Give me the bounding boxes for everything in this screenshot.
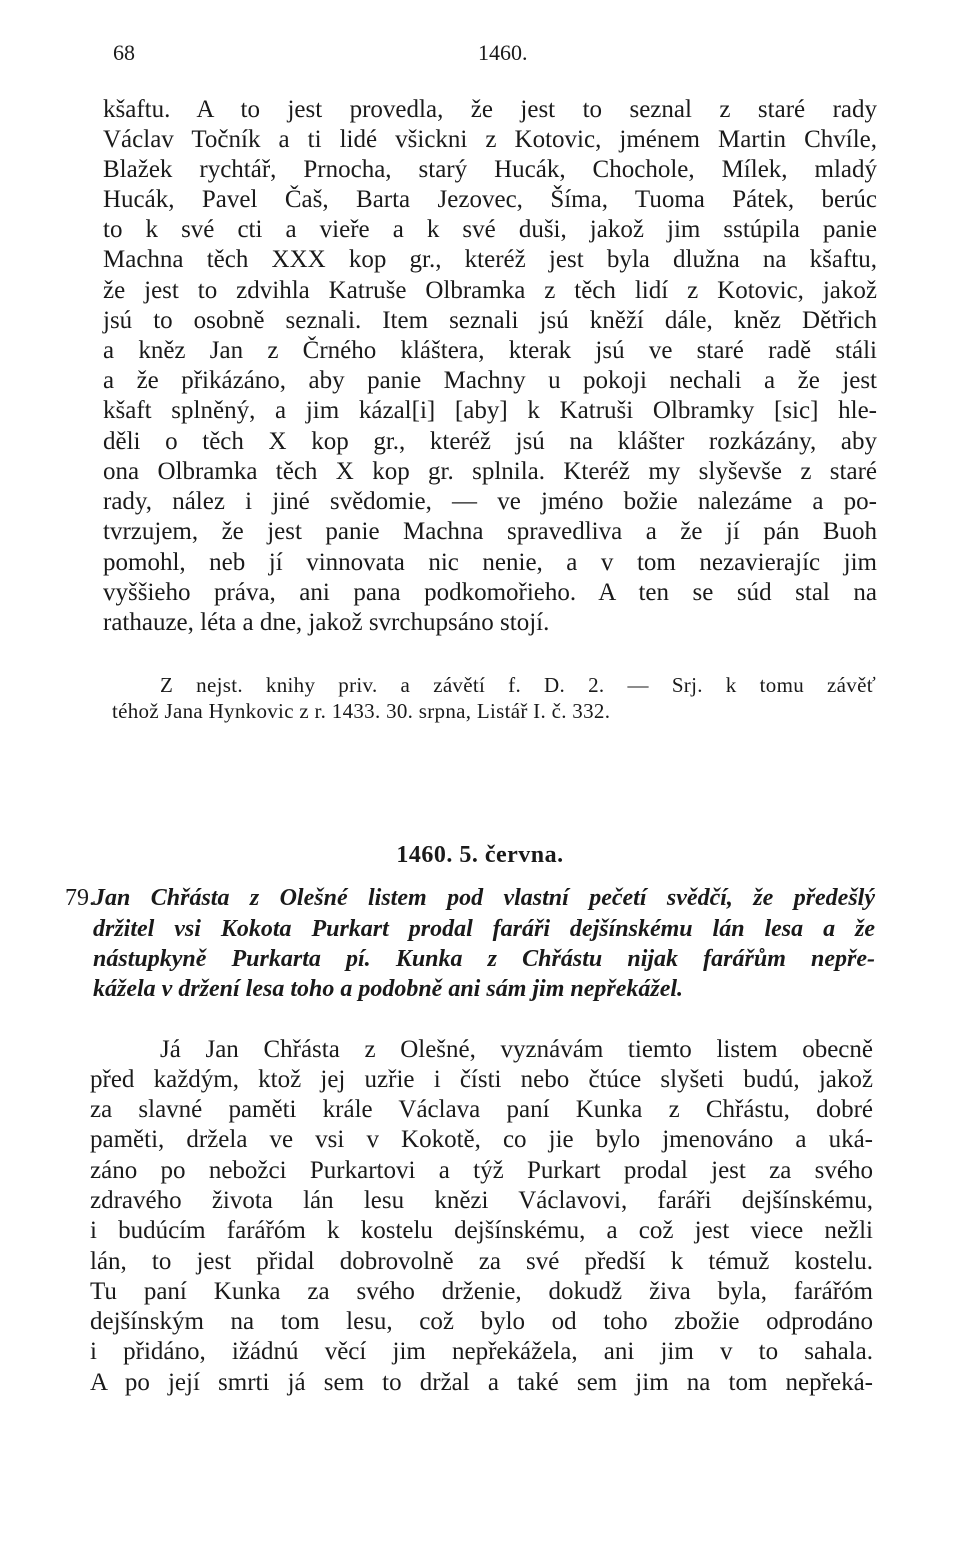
- text-line: a kněz Jan z Črného kláštera, kterak jsú ve staré radě stáli: [103, 337, 877, 364]
- text-line: děli o těch X kop gr., kteréž jsú na klášter rozkázány, aby: [103, 428, 877, 455]
- source-note-line: Z nejst. knihy priv. a závětí f. D. 2. — Srj. k tomu závěť: [160, 673, 876, 697]
- regest-line: kážela v držení lesa toho a podobně ani sám jim nepřekážel.: [93, 976, 684, 1002]
- page-header: [0, 40, 960, 70]
- text-line: pomohl, neb jí vinnovata nic nenie, a v tom nezavierajíc jim: [103, 549, 877, 576]
- text-line: Blažek rychtář, Prnocha, starý Hucák, Chochole, Mílek, mladý: [103, 156, 877, 183]
- regest-line: držitel vsi Kokota Purkart prodal faráři dejšínskému lán lesa a že: [93, 916, 875, 942]
- body-line: dejšínským na tom lesu, což bylo od toho zbožie odprodáno: [90, 1308, 873, 1335]
- regest-line: nástupkyně Purkarta pí. Kunka z Chřástu nijak farářům nepře-: [93, 946, 875, 972]
- text-line: Václav Točník a ti lidé všickni z Kotovic, jménem Martin Chvíle,: [103, 126, 877, 153]
- running-head: 1460.: [478, 40, 528, 65]
- text-line: rady, nález i jiné svědomie, — ve jméno božie nalezáme a po-: [103, 488, 877, 515]
- text-line: že jest to zdvihla Katruše Olbramka z těch lidí z Kotovic, jakož: [103, 277, 877, 304]
- text-line: kšaftu. A to jest provedla, že jest to seznal z staré rady: [103, 96, 877, 123]
- text-line: ona Olbramka těch X kop gr. splnila. Kteréž my slyševše z staré: [103, 458, 877, 485]
- body-line: záno po nebožci Purkartovi a týž Purkart prodal jest za svého: [90, 1157, 873, 1184]
- entry-number: 79.: [65, 885, 95, 911]
- body-line: i budúcím farářóm k kostelu dejšínskému, a což jest viece nežli: [90, 1217, 873, 1244]
- text-line: kšaft splněný, a jim kázal[i] [aby] k Katruši Olbramky [sic] hle-: [103, 397, 877, 424]
- body-line: zdravého života lán lesu knězi Václavovi, faráři dejšínskému,: [90, 1187, 873, 1214]
- text-line: jsú to osobně seznali. Item seznali jsú kněží dále, kněz Dětřich: [103, 307, 877, 334]
- body-line: lán, to jest přidal dobrovolně za své předší k témuž kostelu.: [90, 1248, 873, 1275]
- body-line: A po její smrti já sem to držal a také sem jim na tom nepřeká-: [90, 1369, 873, 1396]
- text-line: Hucák, Pavel Čaš, Barta Jezovec, Šíma, Tuoma Pátek, berúc: [103, 186, 877, 213]
- body-line: za slavné paměti krále Václava paní Kunka z Chřástu, dobré: [90, 1096, 873, 1123]
- text-line: Machna těch XXX kop gr., kteréž jest byla dlužna na kšaftu,: [103, 246, 877, 273]
- text-line: tvrzujem, že jest panie Machna spravedliva a že jí pán Buoh: [103, 518, 877, 545]
- body-line: Já Jan Chřásta z Olešné, vyznávám tiemto listem obecně: [160, 1036, 873, 1063]
- body-line: i přidáno, ižádnú věcí jim nepřekážela, ani jim v to sahala.: [90, 1338, 873, 1365]
- body-line: paměti, držela ve vsi v Kokotě, co jie bylo jmenováno a uká-: [90, 1126, 873, 1153]
- text-line: to k své cti a vieře a k své duši, jakož jim sstúpila panie: [103, 216, 877, 243]
- body-line: před každým, ktož jej uzřie i čísti nebo čtúce slyšeti budú, jakož: [90, 1066, 873, 1093]
- page-number: 68: [113, 40, 135, 65]
- text-line: rathauze, léta a dne, jakož svrchupsáno stojí.: [103, 609, 550, 636]
- body-line: Tu paní Kunka za svého drženie, dokudž živa byla, farářóm: [90, 1278, 873, 1305]
- source-note-line: téhož Jana Hynkovic z r. 1433. 30. srpna, Listář I. č. 332.: [112, 699, 611, 723]
- regest-line: Jan Chřásta z Olešné listem pod vlastní pečetí svědčí, že předešlý: [93, 885, 875, 911]
- entry-date-heading: 1460. 5. června.: [396, 842, 564, 868]
- text-line: a že přikázáno, aby panie Machny u pokoji nechali a že jest: [103, 367, 877, 394]
- text-line: vyššieho práva, ani pana podkomořieho. A ten se súd stal na: [103, 579, 877, 606]
